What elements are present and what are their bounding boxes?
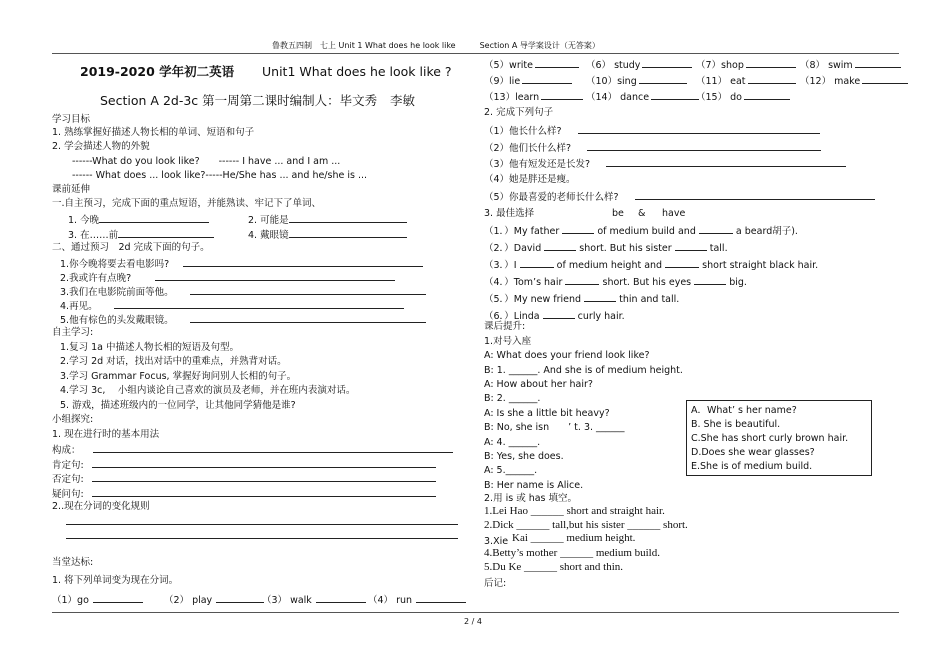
title-unit: Unit1 What does he look like ? (262, 64, 452, 79)
self-study-2: 2.学习 2d 对话，找出对话中的重难点，并熟背对话。 (60, 356, 287, 367)
dialogue-line-4: B: 2. ______. (484, 393, 541, 404)
complete-1: （1）他长什么样? (484, 125, 820, 137)
header-rule (52, 53, 899, 54)
dialogue-line-1: A: What does your friend look like? (484, 350, 650, 361)
word-walk: （3） walk (262, 594, 366, 606)
dialogue-line-2: B: 1. ______. And she is of medium height. (484, 365, 683, 376)
fill-2: 2.Dick ______ tall,but his sister ______ short. (484, 519, 688, 531)
word-do: （15） do (696, 91, 790, 103)
title-section: Section A 2d-3c 第一周第二课时编制人：毕文秀 (100, 93, 378, 108)
pre-part-two: 二、通过预习 2d 完成下面的句子。 (52, 242, 210, 253)
phrase-3: 3. 在……前 (68, 229, 214, 241)
fill-4: 4.Betty’s mother ______ medium build. (484, 547, 660, 559)
dialogue-line-3: A: How about her hair? (484, 379, 593, 390)
group-item-1: 1. 现在进行时的基本用法 (52, 429, 160, 440)
complete-4: （4）她是胖还是瘦。 (484, 174, 576, 185)
fill-5: 5.Du Ke ______ short and thin. (484, 561, 624, 573)
match-heading: 1.对号入座 (484, 336, 532, 347)
word-write: （5）write (484, 59, 579, 71)
self-study-5: 5. 游戏，描述班级内的一位同学，让其他同学猜他是谁? (60, 400, 296, 411)
title-author: 李敏 (390, 93, 416, 108)
choice-heading: 3. 最佳选择 (484, 208, 535, 219)
choice-2: （2．）David short. But his sister tall. (484, 243, 728, 254)
dialogue-line-7: A: 4. ______. (484, 437, 541, 448)
answer-line (66, 538, 458, 539)
title-year: 2019-2020 学年初二英语 (80, 64, 235, 79)
self-study-heading: 自主学习: (52, 327, 94, 338)
complete-5: （5）你最喜爱的老师长什么样? (484, 191, 875, 203)
option-e: E.She is of medium build. (691, 461, 813, 472)
sentence-4: 4.再见。 (60, 300, 404, 312)
word-learn: （13）learn (484, 91, 583, 103)
word-eat: （11） eat (696, 75, 796, 87)
complete-heading: 2. 完成下列句子 (484, 107, 554, 118)
self-study-3: 3.学习 Grammar Focus, 掌握好询问别人长相的句子。 (60, 371, 297, 382)
group-heading: 小组探究: (52, 414, 94, 425)
group-item-2: 2..现在分词的变化规则 (52, 501, 150, 512)
form-affirmative: 肯定句: (52, 459, 436, 471)
pre-part-one: 一.自主预习，完成下面的重点短语，并能熟读、牢记下了单词、 (52, 198, 322, 209)
word-run: （4） run (368, 594, 466, 606)
self-study-1: 1.复习 1a 中描述人物长相的短语及句型。 (60, 342, 239, 353)
choice-be: be (612, 208, 624, 219)
class-heading: 当堂达标: (52, 557, 94, 568)
complete-2: （2）他们长什么样? (484, 142, 821, 154)
goal-2b: ------ What does ... look like?-----He/She has ... and he/she is ... (72, 170, 368, 181)
after-class-heading: 课后提升: (484, 321, 526, 332)
sentence-1: 1.你今晚将要去看电影吗? (60, 258, 423, 270)
form-structure: 构成： (52, 444, 453, 456)
sentence-3: 3.我们在电影院前面等他。 (60, 286, 426, 298)
fill-3: Kai ______ medium height. (512, 532, 636, 544)
dialogue-line-8: B: Yes, she does. (484, 451, 564, 462)
word-swim: （8） swim (800, 59, 901, 71)
self-study-4: 4.学习 3c, 小组内谈论自己喜欢的演员及老师，并在班内表演对话。 (60, 385, 356, 396)
word-make: （12） make (800, 75, 908, 87)
word-play: （2） play (164, 594, 264, 606)
goal-2: 2. 学会描述人物的外貌 (52, 141, 150, 152)
word-sing: （10）sing (586, 75, 687, 87)
option-b: B. She is beautiful. (691, 419, 781, 430)
word-go: （1）go (52, 594, 143, 606)
option-a: A．What’ s her name? (691, 405, 797, 416)
choice-3: （3．）I of medium height and short straight black hair. (484, 260, 819, 271)
goals-heading: 学习目标 (52, 114, 91, 125)
dialogue-line-6: B: No, she isn ’ t. 3. ______ (484, 422, 625, 433)
phrase-1: 1. 今晚 (68, 214, 209, 226)
page-number: 2 / 4 (464, 617, 482, 626)
postscript: 后记: (484, 578, 507, 589)
answer-line (66, 524, 458, 525)
option-d: D.Does she wear glasses? (691, 447, 815, 458)
word-study: （6） study (586, 59, 692, 71)
choice-and: & (638, 208, 646, 219)
fill-heading: 2.用 is 或 has 填空。 (484, 493, 578, 504)
goal-1: 1. 熟练掌握好描述人物长相的单词、短语和句子 (52, 127, 255, 138)
choice-6: （6．）Linda curly hair. (484, 311, 625, 322)
form-question: 疑问句: (52, 488, 436, 500)
word-dance: （14） dance (586, 91, 699, 103)
sentence-5: 5.他有棕色的头发戴眼镜。 (60, 314, 426, 326)
fill-3-prefix: 3.Xie (484, 536, 509, 547)
choice-have: have (662, 208, 686, 219)
sentence-2: 2.我或许有点晚? (60, 272, 395, 284)
choice-1: （1．）My father of medium build and a beard胡子). (484, 226, 798, 237)
class-item-1: 1. 将下列单词变为现在分词。 (52, 575, 179, 586)
dialogue-line-9: A: 5.______. (484, 465, 538, 476)
options-box (686, 400, 872, 476)
phrase-2: 2. 可能是 (248, 214, 407, 226)
choice-5: （5．）My new friend thin and tall. (484, 294, 680, 305)
footer-rule (52, 612, 899, 613)
phrase-4: 4. 戴眼镜 (248, 229, 407, 241)
word-shop: （7）shop (696, 59, 796, 71)
pre-heading: 课前延伸 (52, 184, 91, 195)
page-header: 鲁教五四制 七上 Unit 1 What does he look like Section A 导学案设计（无答案） (272, 41, 600, 50)
option-c: C.She has short curly brown hair. (691, 433, 849, 444)
word-lie: （9）lie (484, 75, 572, 87)
form-negative: 否定句: (52, 473, 436, 485)
dialogue-line-5: A: Is she a little bit heavy? (484, 408, 610, 419)
dialogue-line-10: B: Her name is Alice. (484, 480, 584, 491)
goal-2a: ------What do you look like? ------ I have ... and I am ... (72, 156, 341, 167)
choice-4: （4．）Tom’s hair short. But his eyes big. (484, 277, 747, 288)
complete-3: （3）他有短发还是长发? (484, 158, 846, 170)
fill-1: 1.Lei Hao ______ short and straight hair. (484, 505, 665, 517)
